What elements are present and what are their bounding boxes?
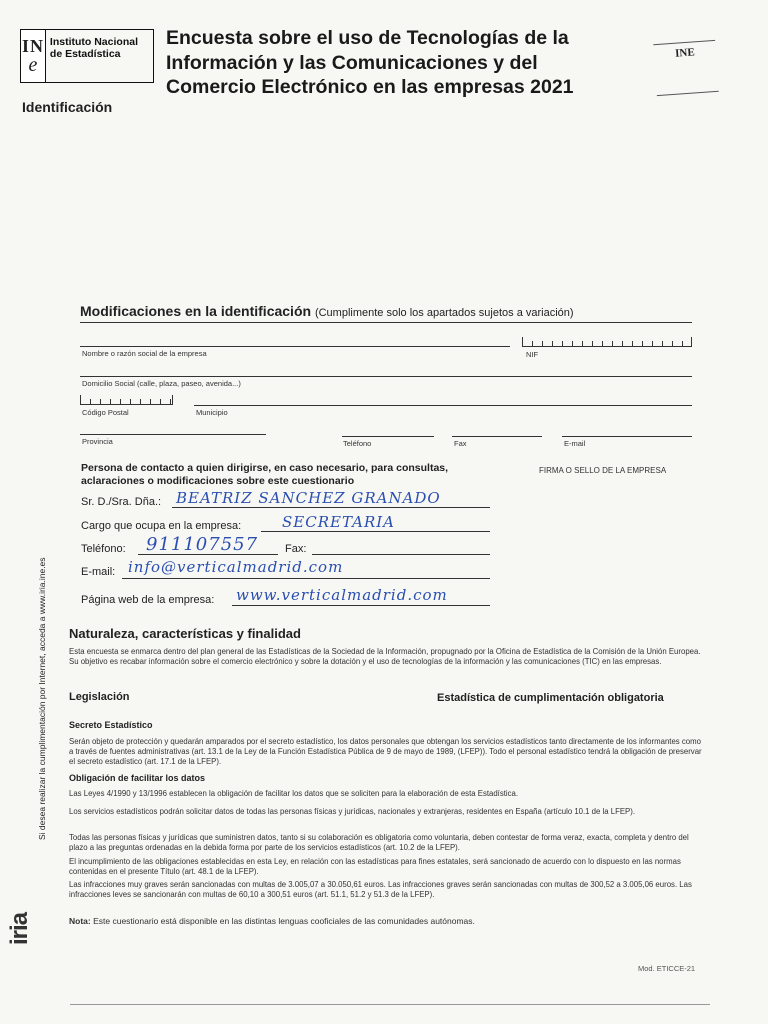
title-line-2: Información y las Comunicaciones y del — [166, 51, 538, 74]
cargo-label: Cargo que ocupa en la empresa: — [81, 520, 242, 532]
nif-field[interactable] — [522, 337, 692, 347]
email-label: E-mail — [564, 439, 586, 448]
obligacion-p3: Todas las personas físicas y jurídicas que suministren datos, tanto si su colaboración es obligatoria como voluntaria, deben contestar de forma veraz, exacta, completa y dentro del plazo a las preguntas ordenadas en la debida forma por parte de los servicios estadísticos (art. 10.2 de la LFEP). — [69, 833, 689, 852]
cargo-line — [261, 531, 490, 532]
email-contact-label: E-mail: — [81, 566, 116, 578]
codigo-postal-field[interactable] — [80, 395, 173, 405]
naturaleza-title: Naturaleza, características y finalidad — [69, 626, 301, 641]
obligacion-p5: Las infracciones muy graves serán sancionadas con multas de 3.005,07 a 30.050,61 euros. Las infracciones graves serán sancionadas con multas de 300,52 a 3.005,06 euros. Las infracciones leves se sancionarán con multas de 60,10 a 300,51 euros (art. 51.1, 51.2 y 51.3 de la LFEP). — [69, 880, 692, 899]
sr-value[interactable]: BEATRIZ SANCHEZ GRANADO — [176, 489, 441, 507]
provincia-field[interactable] — [80, 434, 266, 435]
email-contact-line — [122, 578, 490, 579]
title-line-1: Encuesta sobre el uso de Tecnologías de la — [166, 27, 569, 49]
model-code: Mod. ETICCE-21 — [638, 964, 696, 973]
telefono-field[interactable] — [342, 436, 434, 437]
fax-field[interactable] — [452, 436, 542, 437]
nota-label: Nota: — [69, 916, 91, 926]
web-value[interactable]: www.verticalmadrid.com — [236, 586, 448, 604]
title-line-3: Comercio Electrónico en las empresas 2021 — [166, 76, 574, 98]
naturaleza-text: Esta encuesta se enmarca dentro del plan general de las Estadísticas de la Sociedad de la Información, propugnado por la Oficina de Estadística de la Comisión de la Unión Europea. Su objetivo es recabar información sobre el comercio electrónico y sobre la dotación y el uso de tecnologías de la información y las comunicaciones (TIC) en las empresas. — [69, 647, 701, 666]
obligacion-p2: Los servicios estadísticos podrán solicitar datos de todas las personas físicas y jurídicas, nacionales y extranjeras, residentes en España (artículo 10.1 de la LFEP). — [69, 807, 635, 816]
section-identificacion: Identificación — [22, 99, 113, 115]
survey-title — [166, 26, 646, 100]
telefono-contact-label: Teléfono: — [81, 543, 126, 555]
legislacion-title: Legislación — [69, 691, 130, 703]
web-line — [232, 605, 490, 606]
provincia-label: Provincia — [82, 437, 113, 446]
email-field[interactable] — [562, 436, 692, 437]
logo-mark-bottom: e — [28, 54, 38, 76]
logo-mark-top: IN — [21, 36, 44, 56]
secreto-text: Serán objeto de protección y quedarán amparados por el secreto estadístico, los datos personales que obtengan los servicios estadísticos tanto directamente de los informantes como a través de fuentes administrativas (art. 13.1 de la Ley de la Función Estadística Pública de 9 de mayo de 1989, (LFEP)). Todo el personal estadístico tendrá la obligación de preservar el secreto estadístico (art. 17.1 de la LFEP). — [69, 737, 702, 766]
cargo-value[interactable]: SECRETARIA — [282, 513, 396, 531]
municipio-label: Municipio — [196, 408, 228, 417]
ine-logo — [20, 29, 154, 83]
nota-text: Este cuestionario está disponible en las distintas lenguas cooficiales de las comunidades autónomas. — [93, 916, 475, 926]
email-contact-value[interactable]: info@verticalmadrid.com — [128, 558, 344, 576]
obligacion-p4: El incumplimiento de las obligaciones establecidas en esta Ley, en relación con las estadísticas para fines estatales, será sancionado de acuerdo con lo dispuesto en las normas contenidas en el presente Título (art. 48.1 de la LFEP). — [69, 857, 681, 876]
fax-contact-label: Fax: — [285, 543, 307, 555]
sr-label: Sr. D./Sra. Dña.: — [81, 496, 162, 508]
telefono-contact-value[interactable]: 911107557 — [146, 534, 259, 555]
nombre-field[interactable] — [80, 346, 510, 347]
stamp-mark: INE — [674, 46, 696, 60]
obligacion-title: Obligación de facilitar los datos — [69, 773, 206, 783]
modificaciones-title — [80, 303, 574, 319]
logo-text: Instituto Nacional de Estadística — [49, 36, 138, 60]
ine-logo-mark — [21, 30, 46, 82]
obligacion-p1: Las Leyes 4/1990 y 13/1996 establecen la obligación de facilitar los datos que se soliciten para la elaboración de esta Estadística. — [69, 789, 519, 798]
nota — [69, 916, 703, 926]
sr-line — [172, 507, 490, 508]
side-internet-note[interactable]: Si desea realizar la cumplimentación por Internet, acceda a www.iria.ine.es — [37, 557, 47, 840]
fax-contact-line[interactable] — [312, 554, 490, 555]
secreto-title: Secreto Estadístico — [69, 720, 153, 730]
firma-label: FIRMA O SELLO DE LA EMPRESA — [539, 466, 667, 475]
domicilio-label: Domicilio Social (calle, plaza, paseo, avenida...) — [82, 379, 241, 388]
domicilio-field[interactable] — [80, 376, 692, 377]
modificaciones-subtitle: (Cumplimente solo los apartados sujetos a variación) — [314, 307, 574, 319]
iria-logo-text: iria — [6, 912, 33, 945]
fax-label: Fax — [454, 439, 467, 448]
telefono-label: Teléfono — [343, 439, 372, 448]
municipio-field[interactable] — [194, 405, 692, 406]
contact-heading: Persona de contacto a quien dirigirse, en caso necesario, para consultas, aclaraciones o modificaciones sobre este cuestionario — [81, 462, 449, 487]
web-label: Página web de la empresa: — [81, 594, 215, 606]
codigo-postal-label: Código Postal — [82, 408, 129, 417]
ine-stamp — [653, 40, 718, 96]
title-rule — [80, 322, 692, 323]
nombre-label: Nombre o razón social de la empresa — [82, 349, 207, 358]
iria-logo — [6, 901, 106, 945]
obligatoria-label: Estadística de cumplimentación obligatoria — [437, 692, 664, 704]
nif-label: NIF — [526, 350, 539, 359]
bottom-rule — [70, 1004, 710, 1005]
modificaciones-title-text: Modificaciones en la identificación — [80, 303, 312, 319]
